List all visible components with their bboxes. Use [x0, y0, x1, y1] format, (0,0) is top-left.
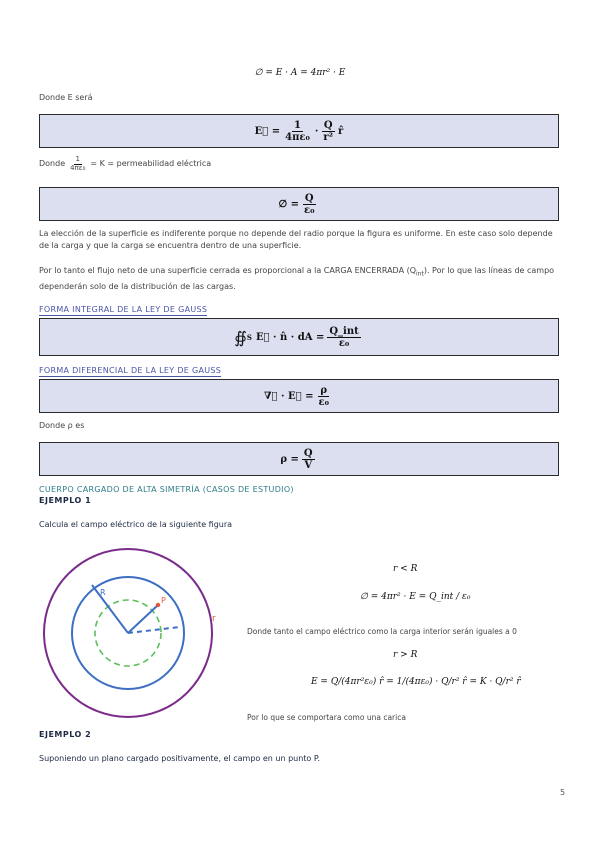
eq-int-num: Q_int [329, 325, 359, 337]
eq-e-lhs: E⃗ = [254, 125, 281, 137]
label-p: P [161, 596, 166, 605]
eq-diff-num: ρ [320, 384, 328, 396]
donde-k-fraction [68, 156, 87, 172]
donde-k-suffix: = K = permeabilidad eléctrica [90, 159, 212, 169]
text-calcula: Calcula el campo eléctrico de la siguiente figura [39, 520, 233, 529]
heading-ejemplo-2: EJEMPLO 2 [39, 730, 92, 739]
heading-cuerpo-cargado: CUERPO CARGADO DE ALTA SIMETRÍA (CASOS DE ESTUDIO) [39, 485, 294, 494]
condition-r-greater: r > R [393, 650, 418, 660]
equation-box-differential [39, 379, 559, 413]
eq-rho-lhs: ρ = [280, 453, 299, 465]
radius-p-line [128, 605, 158, 633]
eq-e-q-fraction [321, 120, 335, 143]
equation-case-1: ∅ = 4πr² · E = Q_int / ε₀ [360, 592, 471, 602]
equation-box-integral [39, 318, 559, 356]
eq-diff-den: ε₀ [318, 396, 329, 408]
label-r-outer: r [212, 614, 216, 624]
donde-k-prefix: Donde [39, 159, 66, 169]
eq-rho-fraction [302, 448, 315, 471]
equation-box-phi [39, 187, 559, 221]
page-number: 5 [560, 788, 566, 797]
equation-case-2: E = Q/(4πr²ε₀) r̂ = 1/(4πε₀) · Q/r² r̂ = K · Q/r² r̂ [311, 677, 521, 687]
text-donde-k [39, 156, 211, 172]
text-case-1: Donde tanto el campo eléctrico como la carga interior serán iguales a 0 [247, 627, 517, 636]
para2-sub: int [416, 270, 424, 278]
eq-phi-den: ε₀ [304, 204, 315, 216]
eq-diff-lhs: ∇⃗ · E⃗ = [264, 390, 314, 402]
eq-int-den: ε₀ [338, 337, 350, 349]
text-supongamos: Suponiendo un plano cargado positivamente, el campo en un punto P. [39, 754, 320, 763]
donde-k-den: 4πε₀ [70, 163, 86, 172]
eq-phi-lhs: ∅ = [278, 198, 300, 210]
para2-b: ). Por lo que las líneas de campo dependerán solo de la distribución de las cargas. [39, 266, 555, 291]
eq-int-fraction [327, 326, 360, 349]
equation-box-rho [39, 442, 559, 476]
para2-a: Por lo tanto el flujo neto de una superficie cerrada es proporcional a la CARGA ENCERRADA (Q [39, 266, 416, 275]
eq-int-sub: S [246, 332, 252, 342]
text-case-2: Por lo que se comportara como una carica [247, 713, 406, 722]
eq-e-coef-fraction [283, 120, 312, 143]
eq-diff-fraction [317, 385, 331, 408]
equation-flux: ∅ = E · A = 4πr² · E [254, 68, 346, 78]
eq-e-coef-den: 4πε₀ [285, 131, 310, 143]
heading-forma-integral: FORMA INTEGRAL DE LA LEY DE GAUSS [39, 305, 208, 314]
eq-e-dot: · [314, 125, 319, 137]
equation-box-e-field [39, 114, 559, 148]
eq-e-q-den: r² [323, 131, 334, 143]
condition-r-less: r < R [393, 564, 418, 574]
radius-dashed-line [128, 627, 180, 633]
eq-rho-num: Q [303, 447, 313, 459]
radius-r-line [92, 585, 128, 633]
figure-spheres [40, 545, 225, 730]
eq-phi-num: Q [304, 192, 314, 204]
eq-e-rhat: r̂ [338, 125, 344, 137]
paragraph-superficie: La elección de la superficie es indiferente porque no depende del radio porque la figura es uniforme. En este caso solo depende de la carga y que la carga se encuentra dentro de una superficie. [39, 229, 553, 250]
donde-k-num: 1 [75, 155, 80, 163]
label-r: R [100, 588, 106, 597]
paragraph-flujo-neto [39, 265, 559, 293]
eq-e-coef-num: 1 [294, 119, 302, 131]
eq-int-symbol: ∯ [234, 327, 247, 347]
text-donde-rho: Donde ρ es [39, 421, 85, 430]
eq-phi-fraction [302, 193, 316, 216]
text-donde-e: Donde E será [39, 93, 93, 102]
eq-rho-den: V [304, 459, 313, 471]
heading-forma-diferencial: FORMA DIFERENCIAL DE LA LEY DE GAUSS [39, 366, 222, 375]
eq-e-q-num: Q [323, 119, 333, 131]
eq-int-body: E⃗ · n̂ · dA = [255, 331, 325, 343]
point-p-marker [156, 603, 160, 607]
heading-ejemplo-1: EJEMPLO 1 [39, 496, 92, 505]
